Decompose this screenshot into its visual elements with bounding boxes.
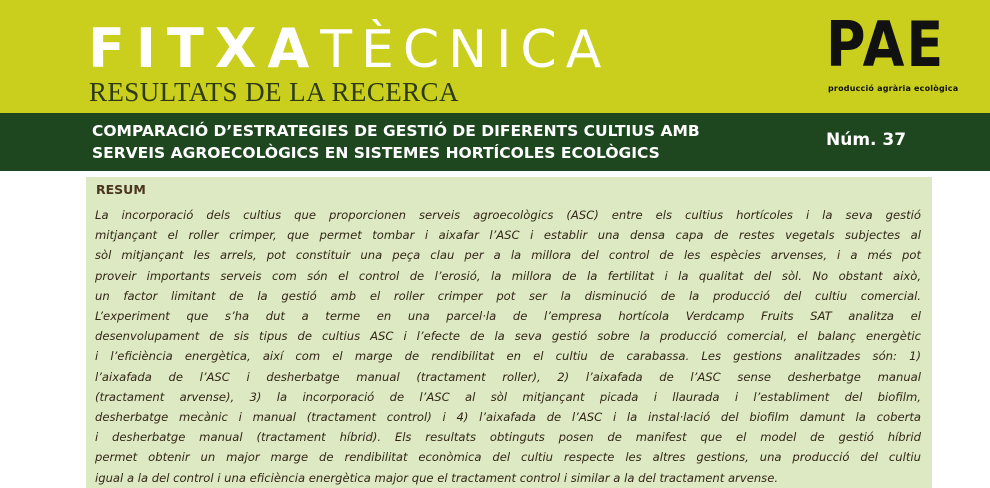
document-title-line: SERVEIS AGROECOLÒGICS EN SISTEMES HORTÍCOLES ECOLÒGICS [92,144,660,162]
series-title-light: TÈCNICA [320,20,611,80]
series-subtitle: RESULTATS DE LA RECERCA [89,77,459,107]
abstract-line: mitjançant el roller crimper, que permet tombar i aixafar l’ASC i establir una densa capa de restes vegetals subjectes al [95,228,921,243]
abstract-line: desenvolupament de sis tipus de cultius ASC i l’efecte de la seva gestió sobre la producció comercial, el balanç energètic [95,329,921,344]
abstract-line: sòl mitjançant les arrels, pot constituir una peça clau per a la millora del control de les espècies arvenses, i a més pot [95,248,921,263]
abstract-heading: RESUM [96,182,146,197]
issue-number: Núm. 37 [826,130,907,150]
abstract-body [95,205,921,488]
abstract-line: un factor limitant de la gestió amb el roller crimper pot ser la disminució de la producció del cultiu comercial. [95,288,921,303]
document-title-line: COMPARACIÓ D’ESTRATEGIES DE GESTIÓ DE DIFERENTS CULTIUS AMB [92,122,700,140]
abstract-line: L’experiment que s’ha dut a terme en una parcel·la de l’empresa hortícola Verdcamp Fruits SAT analitza el [95,309,921,324]
abstract-line: l’aixafada de l’ASC i desherbatge manual (tractament roller), 2) l’aixafada de l’ASC sense desherbatge manual [95,369,921,384]
abstract-line: igual a la del control i una eficiència energètica major que el tractament control i similar a la del tractament arvense. [95,470,779,485]
series-title [88,6,611,80]
abstract-line: desherbatge mecànic i manual (tractament control) i 4) l’aixafada de l’ASC i la instal·lació del biofilm damunt la coberta [95,410,921,425]
abstract-line: proveir importants serveis com són el control de l’erosió, la millora de la fertilitat i la qualitat del sòl. No obstant això, [95,268,921,283]
abstract-line: i l’eficiència energètica, així com el marge de rendibilitat en el cultiu de carabassa. Les gestions analitzades són: 1) [95,349,921,364]
document-title [92,120,812,164]
abstract-line: i desherbatge manual (tractament híbrid). Els resultats obtinguts posen de manifest que el model de gestió híbrid [95,430,921,445]
abstract-line: (tractament arvense), 3) la incorporació de l’ASC al sòl mitjançant picada i llaurada i l’establiment del biofilm, [95,389,921,404]
logo-mark: PAE [826,8,946,81]
pae-logo [826,8,959,102]
logo-tagline: producció agrària ecològica [828,84,959,93]
abstract-line: La incorporació dels cultius que proporcionen serveis agroecològics (ASC) entre els cultius hortícoles i la seva gestió [95,208,921,222]
series-title-bold: FITXA [88,17,321,80]
abstract-line: permet obtenir un major marge de rendibilitat econòmica del cultiu respecte les altres gestions, una producció del cultiu [95,450,921,465]
